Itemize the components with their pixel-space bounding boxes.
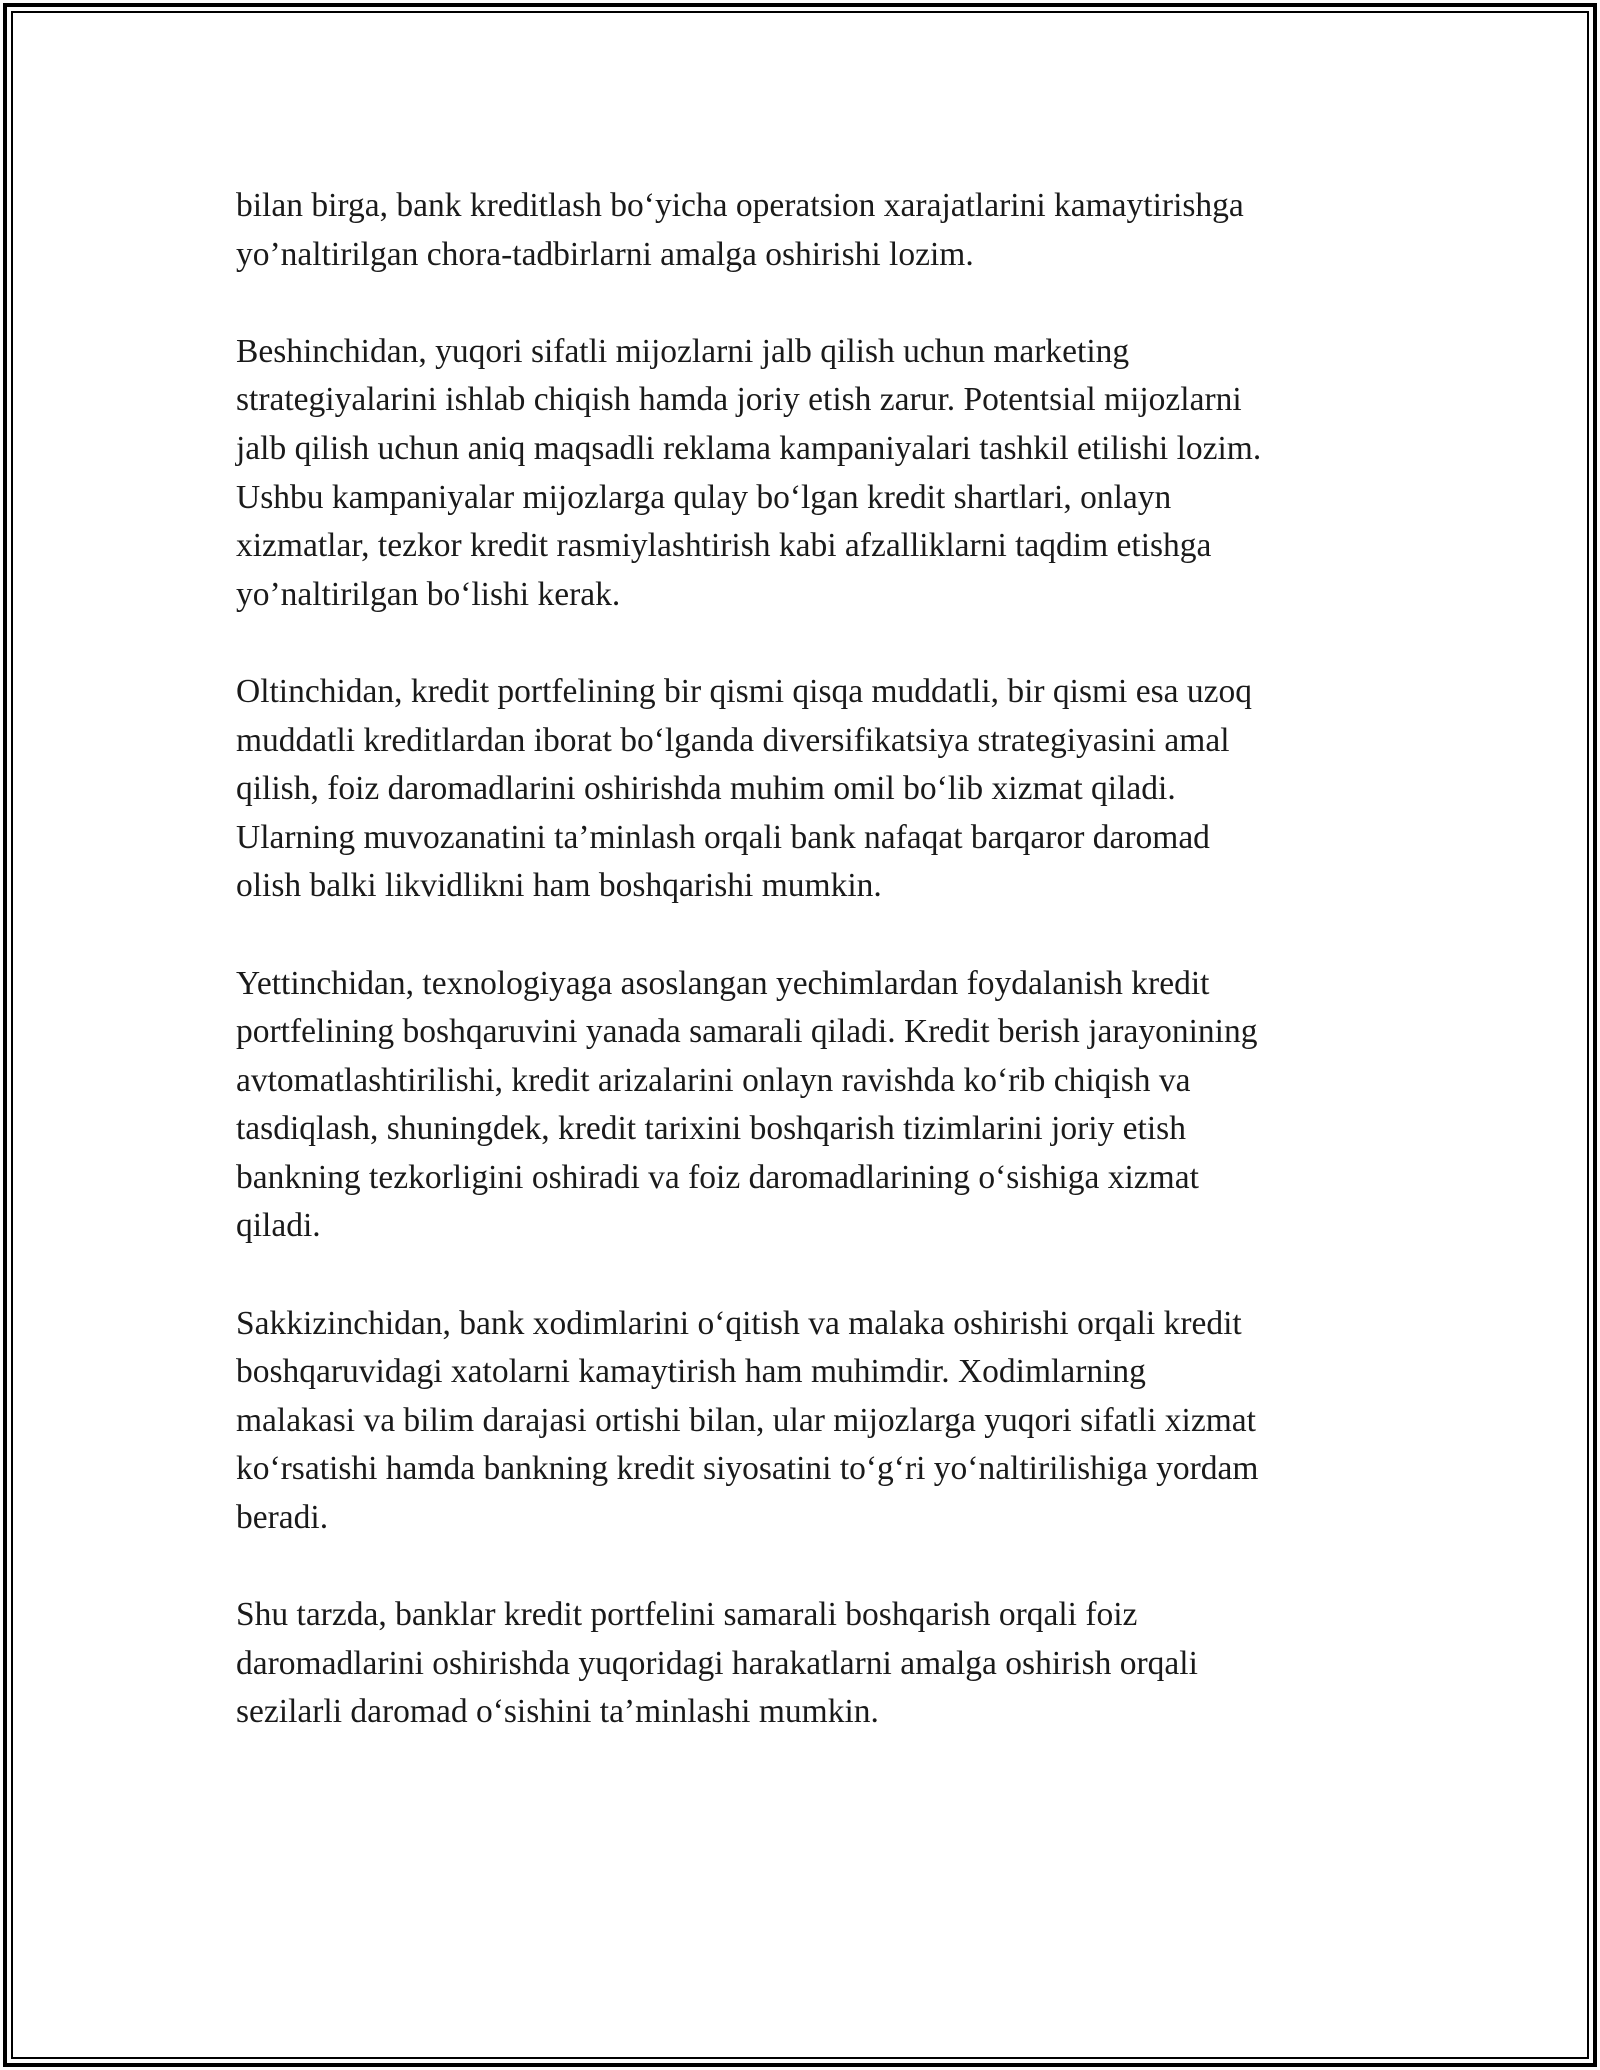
- text-line: qilish, foiz daromadlarini oshirishda muhim omil bo‘lib xizmat qiladi.: [236, 770, 1176, 808]
- text-line: malakasi va bilim darajasi ortishi bilan, ular mijozlarga yuqori sifatli xizmat: [236, 1401, 1256, 1439]
- text-line: bilan birga, bank kreditlash bo‘yicha operatsion xarajatlarini kamaytirishga: [236, 187, 1244, 224]
- text-line: yo’naltirilgan bo‘lishi kerak.: [236, 575, 621, 613]
- paragraph-3: [236, 668, 1386, 911]
- text-line: Beshinchidan, yuqori sifatli mijozlarni jalb qilish uchun marketing: [236, 332, 1130, 370]
- text-line: beradi.: [236, 1499, 329, 1537]
- text-line: Shu tarzda, banklar kredit portfelini samarali boshqarish orqali foiz: [236, 1596, 1138, 1634]
- text-line: Ularning muvozanatini ta’minlash orqali bank nafaqat barqaror daromad: [236, 818, 1210, 856]
- text-line: xizmatlar, tezkor kredit rasmiylashtirish kabi afzalliklarni taqdim etishga: [236, 527, 1212, 565]
- paragraph-4: [236, 960, 1386, 1252]
- text-line: bankning tezkorligini oshiradi va foiz daromadlarining o‘sishiga xizmat: [236, 1158, 1199, 1196]
- text-line: strategiyalarini ishlab chiqish hamda joriy etish zarur. Potentsial mijozlarni: [236, 381, 1242, 419]
- text-line: daromadlarini oshirishda yuqoridagi harakatlarni amalga oshirish orqali: [236, 1644, 1198, 1682]
- text-line: sezilarli daromad o‘sishini ta’minlashi mumkin.: [236, 1693, 879, 1731]
- paragraph-6: [236, 1591, 1386, 1737]
- paragraph-2: [236, 328, 1386, 620]
- text-line: olish balki likvidlikni ham boshqarishi mumkin.: [236, 867, 882, 905]
- text-line: Oltinchidan, kredit portfelining bir qismi qisqa muddatli, bir qismi esa uzoq: [236, 672, 1253, 710]
- text-line: Yettinchidan, texnologiyaga asoslangan yechimlardan foydalanish kredit: [236, 964, 1210, 1002]
- text-line: tasdiqlash, shuningdek, kredit tarixini boshqarish tizimlarini joriy etish: [236, 1110, 1186, 1148]
- paragraph-1: [236, 182, 1386, 279]
- text-line: qiladi.: [236, 1207, 321, 1245]
- text-line: yo’naltirilgan chora-tadbirlarni amalga oshirishi lozim.: [236, 235, 974, 273]
- document-body: [236, 182, 1386, 1786]
- text-line: portfelining boshqaruvini yanada samarali qiladi. Kredit berish jarayonining: [236, 1013, 1258, 1051]
- text-line: jalb qilish uchun aniq maqsadli reklama kampaniyalari tashkil etilishi lozim.: [236, 429, 1262, 467]
- text-line: muddatli kreditlardan iborat bo‘lganda diversifikatsiya strategiyasini amal: [236, 721, 1230, 759]
- text-line: avtomatlashtirilishi, kredit arizalarini onlayn ravishda ko‘rib chiqish va: [236, 1061, 1191, 1099]
- text-line: Sakkizinchidan, bank xodimlarini o‘qitish va malaka oshirishi orqali kredit: [236, 1304, 1242, 1342]
- text-line: boshqaruvidagi xatolarni kamaytirish ham muhimdir. Xodimlarning: [236, 1353, 1146, 1391]
- text-line: ko‘rsatishi hamda bankning kredit siyosatini to‘g‘ri yo‘naltirilishiga yordam: [236, 1450, 1259, 1488]
- paragraph-5: [236, 1300, 1386, 1543]
- text-line: Ushbu kampaniyalar mijozlarga qulay bo‘lgan kredit shartlari, onlayn: [236, 478, 1172, 516]
